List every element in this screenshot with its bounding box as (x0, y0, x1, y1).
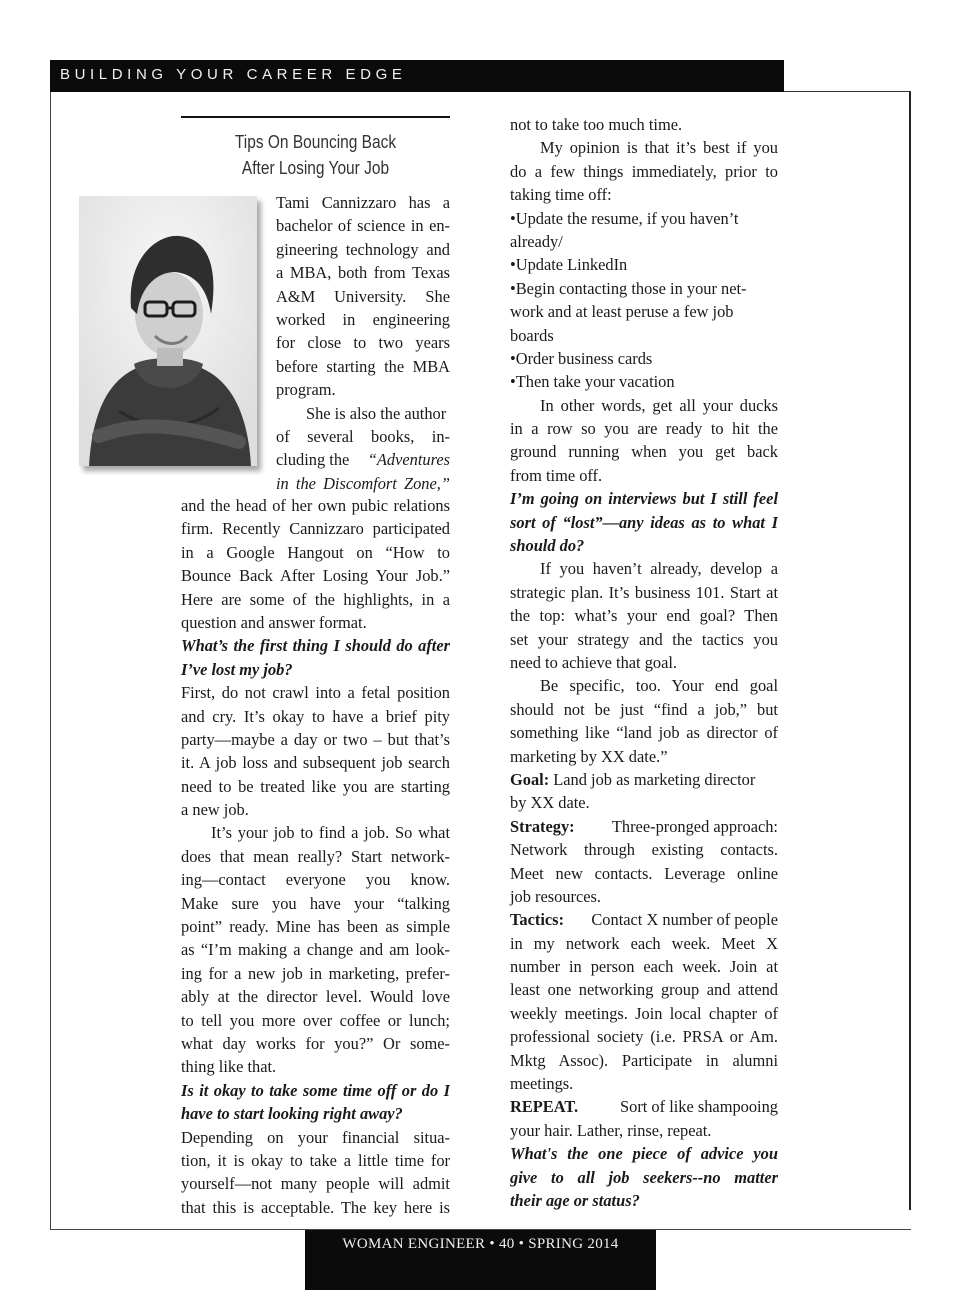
column-left-lower (181, 494, 450, 1219)
text-line: in a row so you are ready to hit the (510, 419, 778, 439)
text-line: strategic plan. It’s business 101. Start at (510, 582, 778, 602)
bullet-item: •Begin contacting those in your net- (510, 278, 747, 298)
book-title-part-2: in the Discomfort Zone,” (276, 473, 450, 493)
text-line: that this is acceptable. The key here is (181, 1197, 450, 1217)
text-line: Tami Cannizzaro has a (276, 193, 450, 212)
tactics-text: Contact X number of people (591, 910, 778, 930)
bullet-item: •Update the resume, if you haven’t (510, 208, 739, 228)
text-line: it. A job loss and subsequent job search (181, 753, 450, 773)
text-line: tion, it is okay to take a little time for (181, 1150, 450, 1170)
article-title-line-2: After Losing Your Job (241, 158, 390, 178)
question-line: have to start looking right away? (181, 1104, 403, 1124)
text-line: need to be treated like you are starting (181, 776, 450, 796)
book-title-part-1: “Adventures (367, 450, 450, 470)
text-line: for close to two years (276, 333, 450, 353)
text-line: number in person each week. Join at (510, 957, 778, 977)
title-rule (181, 116, 450, 118)
text-line: ing—contact everyone you know. (181, 870, 450, 890)
question-line: their age or status? (510, 1190, 640, 1210)
text-line: a MBA, both from Texas (276, 263, 450, 283)
text-line: taking time off: (510, 185, 612, 205)
repeat-line (510, 1095, 778, 1118)
text-line: from time off. (510, 465, 603, 485)
page-footer (305, 1230, 656, 1290)
text-line: bachelor of science in en- (276, 216, 450, 236)
text-line: thing like that. (181, 1057, 277, 1077)
text-line: Mktg Assoc). Participate in alumni (510, 1050, 778, 1070)
text-line: First, do not crawl into a fetal position (181, 683, 450, 703)
repeat-text: Sort of like shampooing (620, 1097, 778, 1117)
text-line: Make sure you have your “talking (181, 893, 450, 913)
text-line: not to take too much time. (510, 115, 683, 134)
text-line: yourself—not many people will admit (181, 1174, 450, 1194)
text-line: program. (276, 380, 336, 400)
question-line: What’s the first thing I should do after (181, 636, 450, 656)
tactics-label: Tactics: (510, 910, 565, 930)
text-line: point” ready. Mine has been as simple (181, 917, 450, 937)
text-line: weekly meetings. Join local chapter of (510, 1003, 778, 1023)
text-line: firm. Recently Cannizzaro participated (181, 519, 450, 539)
bullet-item: •Update LinkedIn (510, 255, 628, 275)
goal-line (510, 768, 778, 791)
text-line: gineering technology and (276, 239, 450, 259)
article-title (200, 129, 431, 181)
frame-line-top (784, 91, 911, 92)
text-line: something like “land job as director of (510, 723, 778, 743)
author-portrait-illustration (79, 196, 257, 466)
text-line: need to achieve that goal. (510, 652, 678, 672)
text-line: already/ (510, 231, 563, 251)
text-line: ground running when you get back (510, 442, 778, 462)
question-line: I’m going on interviews but I still feel (510, 489, 778, 509)
question-line: should do? (510, 536, 585, 556)
section-header-label: BUILDING YOUR CAREER EDGE (60, 66, 407, 83)
tactics-line (510, 908, 778, 931)
text-line: It’s your job to find a job. So what (211, 823, 450, 843)
bullet-item: •Then take your vacation (510, 372, 675, 392)
text-line: does that mean really? Start network- (181, 846, 450, 866)
column-left-upper (276, 191, 450, 495)
question-line: What's the one piece of advice you (510, 1144, 778, 1164)
text-line: Network through existing contacts. (510, 840, 778, 860)
question-line: I’ve lost my job? (181, 659, 293, 679)
text-line: Be specific, too. Your end goal (540, 676, 778, 696)
text-line: A&M University. She (276, 286, 450, 306)
text-line: job resources. (510, 886, 602, 906)
text-line: Meet new contacts. Leverage online (510, 863, 778, 883)
strategy-label: Strategy: (510, 816, 575, 836)
text-line: If you haven’t already, develop a (540, 559, 778, 579)
text-fragment: cluding the (276, 450, 350, 470)
column-right (510, 113, 778, 1212)
text-line: as “I’m making a change and am look- (181, 940, 450, 960)
text-line: do a few things immediately, prior to (510, 161, 778, 181)
text-line-mixed (276, 448, 450, 471)
text-line: and the head of her own pubic relations (181, 496, 450, 515)
text-line: set your strategy and the tactics you (510, 629, 778, 649)
frame-line-left (50, 92, 51, 1230)
text-line: and cry. It’s okay to have a brief pity (181, 706, 450, 726)
footer-text: WOMAN ENGINEER • 40 • SPRING 2014 (342, 1236, 619, 1252)
text-line: party—maybe a day or two – but that’s (181, 729, 450, 749)
text-line: ing for a new job in marketing, prefer- (181, 963, 450, 983)
section-header-bar (50, 60, 784, 92)
text-line: before starting the MBA (276, 356, 450, 376)
text-line: boards (510, 325, 554, 345)
text-line: marketing by XX date.” (510, 746, 668, 766)
text-line: what day works for you?” Or some- (181, 1033, 450, 1053)
text-line: of several books, in- (276, 426, 450, 446)
goal-label: Goal: (510, 769, 550, 789)
text-line: Here are some of the highlights, in a (181, 589, 450, 609)
goal-text: Land job as marketing director (549, 769, 756, 789)
text-line: your hair. Lather, rinse, repeat. (510, 1120, 712, 1140)
question-line: sort of “lost”—any ideas as to what I (510, 512, 778, 532)
frame-line-right (909, 92, 911, 1210)
text-line: to tell you more over coffee or lunch; (181, 1010, 450, 1030)
text-line: the top: what’s your end goal? Then (510, 606, 778, 626)
article-title-line-1: Tips On Bouncing Back (234, 132, 397, 152)
strategy-text: Three-pronged approach: (611, 816, 778, 836)
text-line: professional society (i.e. PRSA or Am. (510, 1027, 778, 1047)
strategy-line (510, 815, 778, 838)
text-line: a new job. (181, 800, 249, 820)
text-line: should not be just “find a job,” but (510, 699, 778, 719)
text-line: She is also the author (306, 403, 447, 423)
text-line: worked in engineering (276, 309, 450, 329)
text-line: least one networking group and attend (510, 980, 778, 1000)
author-photo (79, 196, 257, 466)
bullet-item: •Order business cards (510, 348, 653, 368)
text-line: meetings. (510, 1074, 574, 1094)
text-line: Depending on your financial situa- (181, 1127, 450, 1147)
text-line: in my network each week. Meet X (510, 933, 778, 953)
text-line: in a Google Hangout on “How to (181, 542, 450, 562)
text-line: by XX date. (510, 793, 590, 813)
repeat-label: REPEAT. (510, 1097, 579, 1117)
text-line: In other words, get all your ducks (540, 395, 778, 415)
text-line: question and answer format. (181, 612, 367, 632)
text-line: Bounce Back After Losing Your Job.” (181, 566, 450, 586)
text-line: ably at the director level. Would love (181, 987, 450, 1007)
text-line: work and at least peruse a few job (510, 302, 734, 322)
question-line: Is it okay to take some time off or do I (181, 1080, 450, 1100)
text-line: My opinion is that it’s best if you (540, 138, 778, 158)
question-line: give to all job seekers--no matter (510, 1167, 778, 1187)
